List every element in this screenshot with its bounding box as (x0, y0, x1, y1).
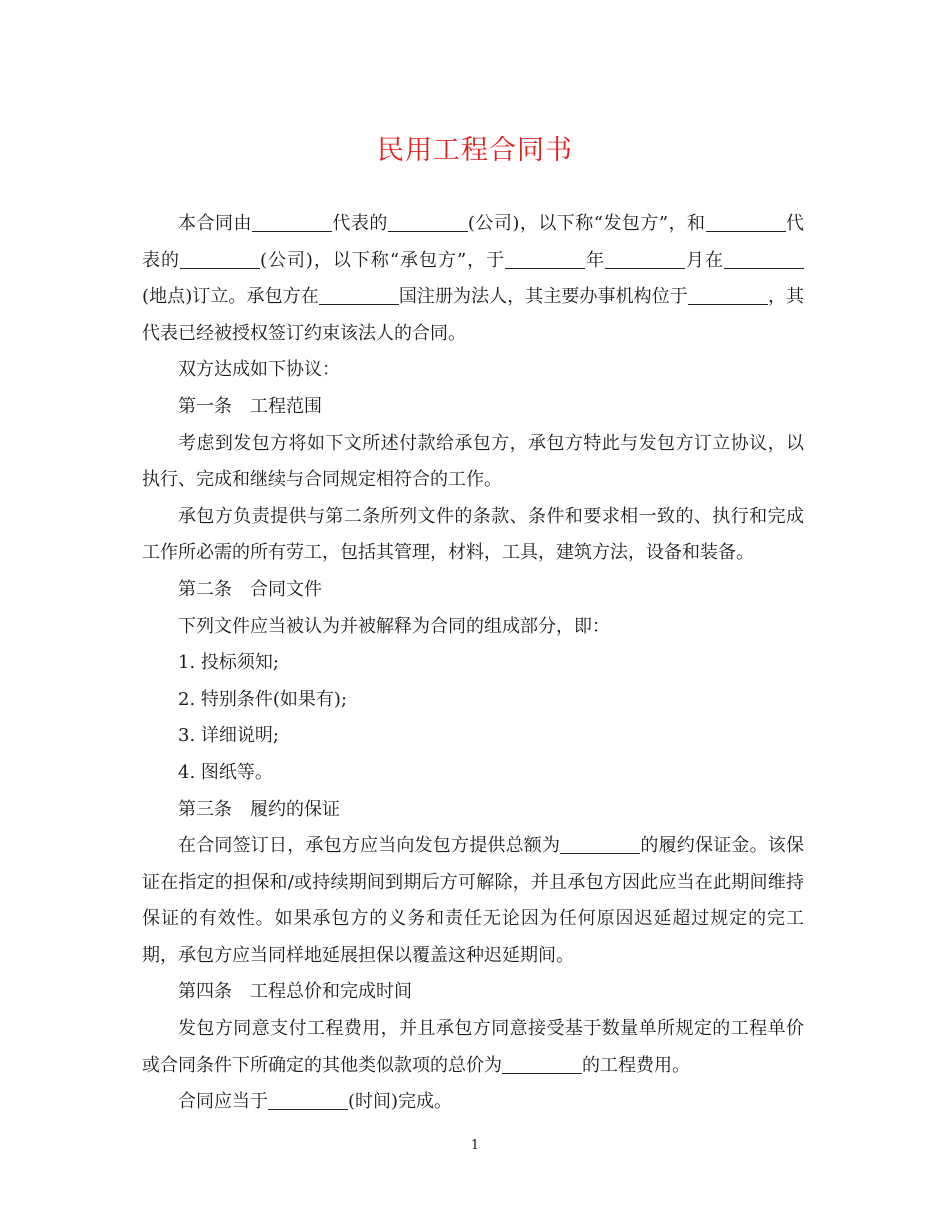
article-3-paragraph (142, 828, 804, 974)
article-1-heading: 第一条 工程范围 (178, 395, 322, 417)
blank-field (688, 286, 768, 305)
article-3-text: 在合同签订日，承包方应当向发包方提供总额为 (178, 835, 561, 857)
article-4-paragraph-1 (142, 1011, 804, 1084)
preamble-text: ，其代表已经被授权签订约束该法人的合同。 (142, 286, 805, 344)
preamble-text: (地点)订立。承包方在 (142, 286, 319, 308)
preamble-text: 代表的 (142, 213, 805, 271)
article-4-paragraph-2 (142, 1084, 804, 1121)
blank-field (180, 250, 260, 269)
article-2-heading: 第二条 合同文件 (178, 578, 322, 600)
article-1-paragraph-2: 承包方负责提供与第二条所列文件的条款、条件和要求相一致的、执行和完成工作所必需的所有劳工，包括其管理，材料，工具，建筑方法，设备和装备。 (142, 505, 804, 564)
blank-field (319, 286, 399, 305)
list-item: 1. 投标须知; (178, 652, 279, 674)
page-number: 1 (470, 1138, 480, 1153)
preamble-text: 国注册为法人，其主要办事机构位于 (398, 286, 688, 308)
article-4-text: 合同应当于 (178, 1091, 268, 1113)
list-item: 4. 图纸等。 (178, 761, 273, 783)
article-4-heading: 第四条 工程总价和完成时间 (178, 981, 412, 1003)
blank-field (268, 1091, 348, 1110)
preamble-text: 月在 (685, 249, 725, 271)
article-1-paragraph-1: 考虑到发包方将如下文所述付款给承包方，承包方特此与发包方订立协议，以执行、完成和继续与合同规定相符合的工作。 (142, 432, 804, 491)
blank-field (706, 213, 786, 232)
blank-field (724, 250, 804, 269)
blank-field (502, 1055, 582, 1074)
document-body (142, 206, 804, 1121)
blank-field (505, 250, 585, 269)
blank-field (605, 250, 685, 269)
preamble-text: 代表的 (331, 213, 388, 234)
article-4-text: 的工程费用。 (582, 1054, 690, 1076)
agreement-intro: 双方达成如下协议： (178, 359, 340, 381)
list-item: 3. 详细说明; (178, 725, 279, 747)
article-3-heading: 第三条 履约的保证 (178, 798, 340, 820)
blank-field (560, 835, 640, 854)
article-3-text: 的履约保证金。该保证在指定的担保和/或持续期间到期后方可解除，并且承包方因此应当在此期间维持保证的有效性。如果承包方的义务和责任无论因为任何原因迟延超过规定的完工期，承包方应当同样地延展担保以覆盖这种迟延期间。 (142, 835, 805, 966)
preamble-text: 本合同由 (178, 213, 252, 234)
article-4-text: (时间)完成。 (348, 1091, 453, 1113)
article-2-intro: 下列文件应当被认为并被解释为合同的组成部分，即： (178, 615, 610, 637)
article-4-text: 发包方同意支付工程费用，并且承包方同意接受基于数量单所规定的工程单价或合同条件下所确定的其他类似款项的总价为 (142, 1018, 804, 1076)
preamble-text: 年 (585, 249, 606, 271)
blank-field (252, 213, 332, 232)
preamble-text: (公司)，以下称“承包方”，于 (259, 249, 506, 271)
preamble-paragraph (142, 206, 804, 352)
list-item: 2. 特别条件(如果有); (178, 688, 348, 710)
document-title: 民用工程合同书 (377, 135, 573, 166)
blank-field (388, 213, 468, 232)
preamble-text: (公司)，以下称“发包方”，和 (467, 213, 706, 234)
